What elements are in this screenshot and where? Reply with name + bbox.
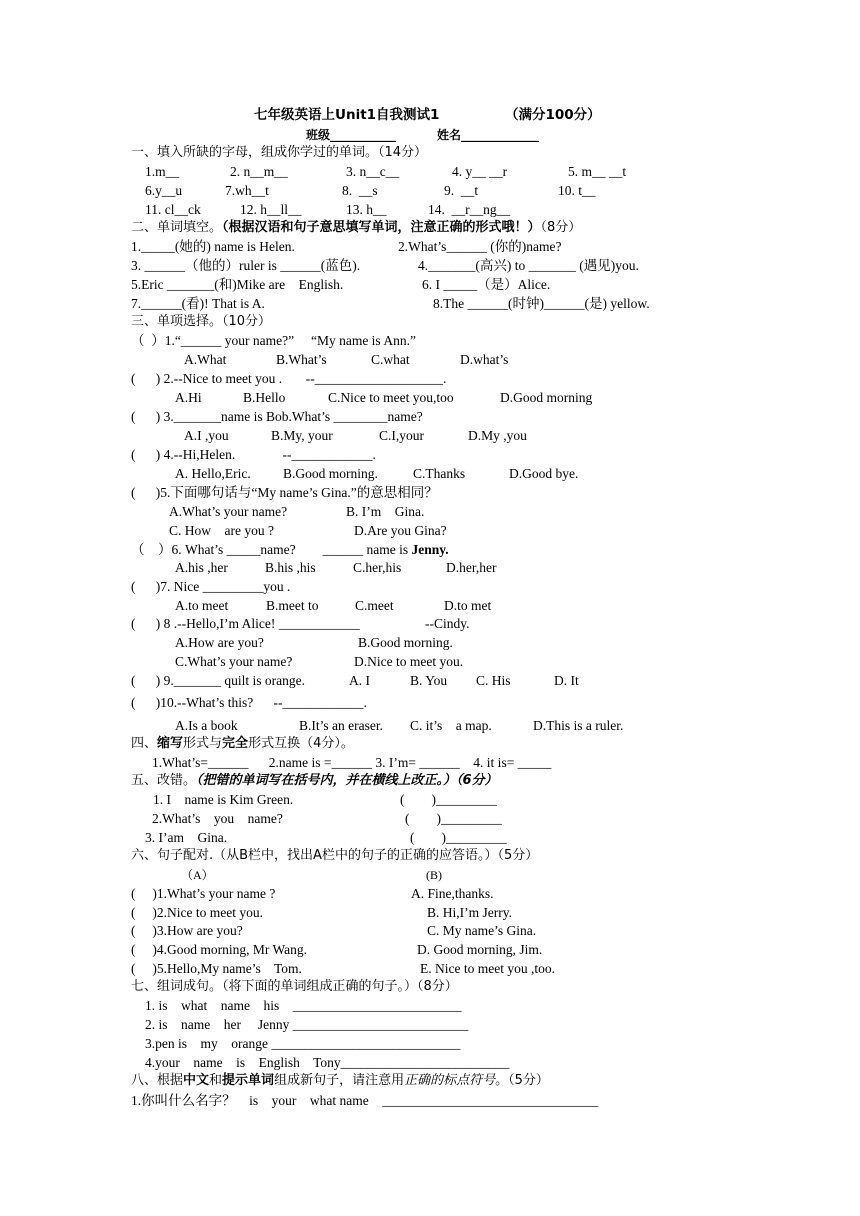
option: D. It [554, 673, 579, 688]
question: ( ) 2.--Nice to meet you . --___________________. [131, 371, 447, 386]
option: D.her,her [446, 560, 497, 575]
word-item: 10. t__ [558, 183, 596, 198]
match-left: ( )1.What’s your name ? [131, 886, 276, 901]
option: C. His [476, 673, 511, 688]
option: B.meet to [266, 598, 319, 613]
contraction-line: 1.What’s=______ 2.name is =______ 3. I’m= ______ 4. it is= _____ [152, 755, 552, 770]
word-item: 5. m__ __t [568, 164, 627, 179]
word-item: 2. n__m__ [230, 164, 288, 179]
fill-item: 2.What’s______ (你的)name? [398, 239, 562, 254]
reorder-item: 2. is name her Jenny __________________________ [145, 1017, 469, 1032]
option: A.Is a book [175, 718, 238, 733]
question: ( ) 3._______name is Bob.What’s ________name? [131, 409, 423, 424]
option: D.what’s [460, 352, 509, 367]
match-left: ( )3.How are you? [131, 923, 243, 938]
option: B. You [410, 673, 448, 688]
question: ( )5.下面哪句话与“My name’s Gina.”的意思相同？ [131, 485, 438, 500]
question: ( ) 8 .--Hello,I’m Alice! ____________ [131, 616, 360, 631]
fill-item: 8.The ______(时钟)______(是) yellow. [433, 296, 650, 311]
option: A.I ,you [184, 428, 229, 443]
option: A. I [349, 673, 370, 688]
option: D.Nice to meet you. [354, 654, 464, 669]
section-4-heading: 四、缩写形式与完全形式互换（4分）。 [131, 736, 354, 751]
option: B.Hello [243, 390, 286, 405]
word-item: 9. __t [444, 183, 479, 198]
reorder-item: 4.your name is English Tony_________________________ [145, 1055, 510, 1070]
question: ( ) 4.--Hi,Helen. --____________. [131, 447, 376, 462]
option: B.Good morning. [358, 635, 453, 650]
match-right: C. My name’s Gina. [427, 923, 537, 938]
word-item: 11. cl__ck [145, 202, 201, 217]
option: C. it’s a map. [410, 718, 492, 733]
option: C.Thanks [413, 466, 466, 481]
option: A.How are you? [175, 635, 264, 650]
option: A.his ,her [175, 560, 228, 575]
option: C.meet [355, 598, 394, 613]
correction-item: 2.What’s you name? [152, 811, 283, 826]
option: B.It’s an eraser. [299, 718, 383, 733]
word-item: 8. __s [342, 183, 378, 198]
word-item: 7.wh__t [225, 183, 269, 198]
option: B. I’m Gina. [346, 504, 425, 519]
option: D.My ,you [468, 428, 527, 443]
correction-blank: ( )_________ [405, 811, 502, 826]
option: B.Good morning. [283, 466, 378, 481]
match-left: ( )5.Hello,My name’s Tom. [131, 961, 302, 976]
option: A.to meet [175, 598, 229, 613]
option: D.Good bye. [509, 466, 579, 481]
column-b-label: (B) [426, 868, 442, 882]
word-item: 14. __r__ng__ [428, 202, 511, 217]
question: ( )10.--What’s this? --____________. [131, 695, 367, 710]
word-item: 12. h__ll__ [240, 202, 302, 217]
match-left: ( )2.Nice to meet you. [131, 905, 263, 920]
word-item: 4. y__ __r [452, 164, 508, 179]
fill-item: 6. I _____（是）Alice. [422, 277, 551, 292]
question: （ ）1.“______ your name?” “My name is Ann.” [131, 333, 416, 348]
question: ( ) 9._______ quilt is orange. [131, 673, 305, 688]
name-field: 姓名_____________ [437, 128, 540, 142]
word-item: 1.m__ [145, 164, 180, 179]
page-title: 七年级英语上Unit1自我测试1 [254, 107, 440, 123]
option: D.Good morning [500, 390, 593, 405]
section-8-heading: 八、根据中文和提示单词组成新句子，请注意用正确的标点符号。（5分） [131, 1073, 549, 1088]
option: C.What’s your name? [175, 654, 293, 669]
column-a-label: （A） [181, 868, 214, 882]
fill-item: 7.______(看)! That is A. [131, 296, 265, 311]
word-item: 13. h__ [346, 202, 387, 217]
translate-item: 1.你叫什么名字？ is your what name ________________________________ [131, 1093, 599, 1108]
option: B.What’s [276, 352, 327, 367]
question: （ ）6. What’s _____name? ______ name is Jenny. [131, 542, 449, 557]
option: D.Are you Gina? [354, 523, 447, 538]
fill-item: 5.Eric _______(和)Mike are English. [131, 277, 344, 292]
section-2-heading: 二、单词填空。（根据汉语和句子意思填写单词，注意正确的形式哦！）（8分） [131, 220, 582, 235]
option: C.her,his [353, 560, 402, 575]
section-1-heading: 一、填入所缺的字母，组成你学过的单词。（14分） [131, 145, 428, 160]
question: ( )7. Nice _________you . [131, 579, 291, 594]
fill-item: 3. ______（他的）ruler is ______(蓝色). [131, 258, 361, 273]
match-right: E. Nice to meet you ,too. [420, 961, 555, 976]
fill-item: 1._____(她的) name is Helen. [131, 239, 295, 254]
option: D.This is a ruler. [533, 718, 624, 733]
correction-item: 1. I name is Kim Green. [153, 792, 294, 807]
reorder-item: 3.pen is my orange ____________________________ [145, 1036, 461, 1051]
option: A.Hi [175, 390, 202, 405]
section-5-heading: 五、改错。（把错的单词写在括号内，并在横线上改正。）（6分） [131, 773, 498, 788]
correction-blank: ( )_________ [410, 830, 507, 845]
class-field: 班级___________ [306, 128, 397, 142]
option: C.what [371, 352, 410, 367]
section-7-heading: 七、组词成句。（将下面的单词组成正确的句子。）（8分） [131, 979, 458, 994]
section-3-heading: 三、单项选择。（10分） [131, 314, 272, 329]
correction-blank: ( )_________ [400, 792, 497, 807]
match-right: A. Fine,thanks. [411, 886, 494, 901]
reorder-item: 1. is what name his _________________________ [145, 998, 462, 1013]
option: C.Nice to meet you,too [328, 390, 454, 405]
correction-item: 3. I’am Gina. [145, 830, 228, 845]
total-score: （满分100分） [505, 107, 601, 123]
option: D.to met [444, 598, 492, 613]
option: B.his ,his [265, 560, 316, 575]
match-right: D. Good morning, Jim. [417, 942, 543, 957]
option: A.What’s your name? [169, 504, 288, 519]
match-left: ( )4.Good morning, Mr Wang. [131, 942, 308, 957]
word-item: 6.y__u [145, 183, 183, 198]
option: A.What [184, 352, 227, 367]
option: A. Hello,Eric. [175, 466, 251, 481]
fill-item: 4._______(高兴) to _______ (遇见)you. [418, 258, 639, 273]
option: B.My, your [271, 428, 333, 443]
word-item: 3. n__c__ [346, 164, 400, 179]
match-right: B. Hi,I’m Jerry. [427, 905, 512, 920]
question-reply: --Cindy. [425, 616, 470, 631]
option: C.I,your [379, 428, 424, 443]
option: C. How are you ? [169, 523, 274, 538]
section-6-heading: 六、句子配对.（从B栏中，找出A栏中的句子的正确的应答语。）（5分） [131, 848, 539, 863]
